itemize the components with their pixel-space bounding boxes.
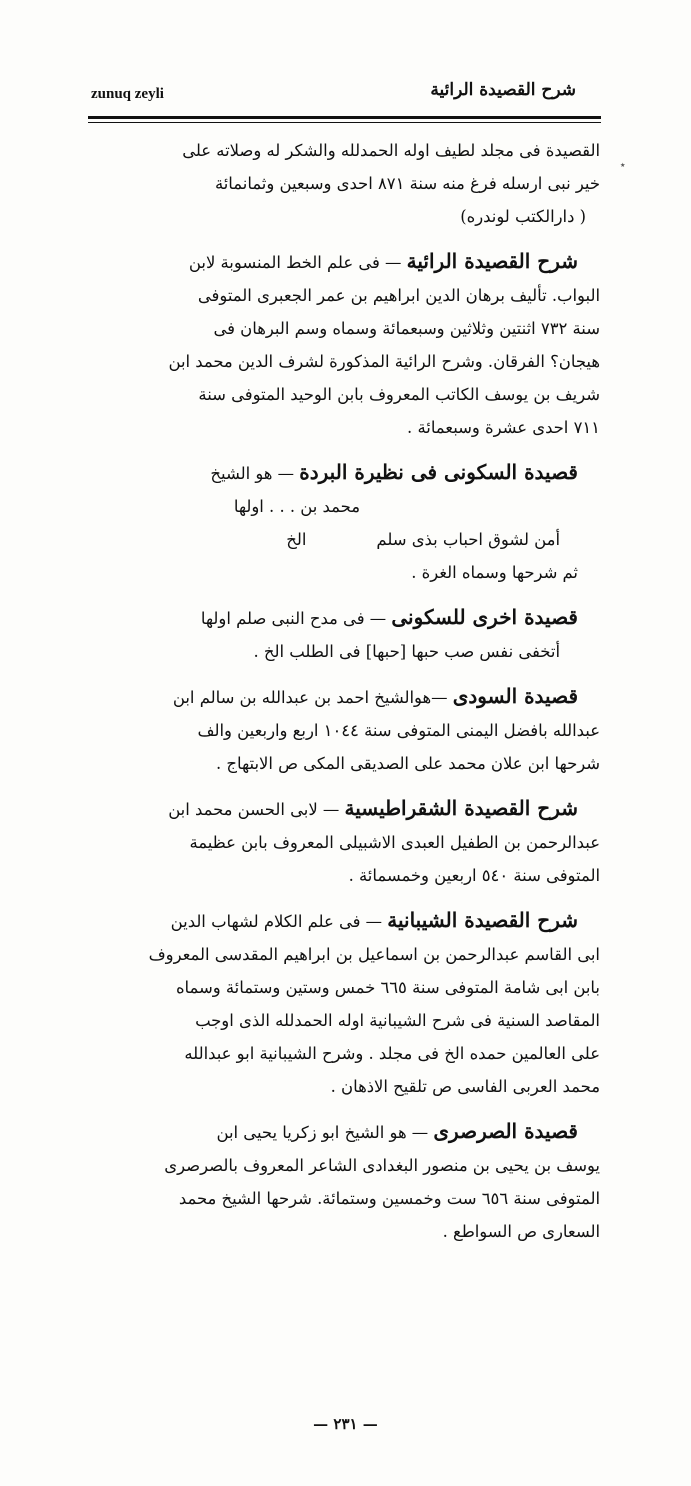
entry-heading-line [88, 680, 600, 714]
entry-heading-line [88, 1115, 600, 1149]
verse-etc: الخ [286, 530, 307, 549]
entry-line: شرحها ابن علان محمد على الصديقى المكى ص الابتهاج . [215, 754, 600, 773]
entry-shaybaniya [88, 904, 600, 1103]
entry-title: شرح القصيدة الرائية [406, 249, 578, 273]
entry-line: المقاصد السنية فى شرح الشيبانية اوله الحمدلله الذى اوجب [195, 1011, 600, 1030]
entry-line: — فى علم الكلام لشهاب الدين [170, 912, 383, 931]
page-body [88, 134, 600, 1260]
entry-sudi [88, 680, 600, 780]
entry-line: عبدالرحمن بن الطفيل العبدى الاشبيلى المعروف بابن عظيمة [189, 833, 600, 852]
entry-heading-line [88, 601, 600, 635]
verse-text: أمن لشوق احباب بذى سلم [376, 530, 560, 549]
entry-line: محمد العربى الفاسى ص تلقيح الاذهان . [330, 1077, 600, 1096]
entry-line: المتوفى سنة ٥٤٠ اربعين وخمسمائة . [348, 866, 600, 885]
entry-heading-line [88, 792, 600, 826]
entry-line: — فى مدح النبى صلم اولها [200, 609, 387, 628]
entry-title: قصيدة السودى [452, 684, 578, 708]
entry-line: على العالمين حمده الخ فى مجلد . وشرح الشيبانية ابو عبدالله [184, 1044, 600, 1063]
page-number: — ٢٣١ — [313, 1415, 378, 1433]
entry-line: القصيدة فى مجلد لطيف اوله الحمدلله والشكر له وصلاته على [182, 141, 600, 160]
entry-line: — هو الشيخ [210, 464, 295, 483]
entry-sarsari [88, 1115, 600, 1248]
entry-sakuni-other [88, 601, 600, 668]
entry-line: بابن ابى شامة المتوفى سنة ٦٦٥ خمس وستين وستمائة وسماه [175, 978, 600, 997]
entry-line: ثم شرحها وسماه الغرة . [411, 563, 578, 582]
entry-line: — هو الشيخ ابو زكريا يحيى ابن [216, 1123, 429, 1142]
entry-line: — فى علم الخط المنسوبة لابن [188, 253, 402, 272]
entry-title: شرح القصيدة الشيبانية [387, 908, 578, 932]
verse-line [88, 523, 600, 556]
entry-line: يوسف بن يحيى بن منصور البغدادى الشاعر المعروف بالصرصرى [164, 1156, 600, 1175]
entry-title: قصيدة اخرى للسكونى [391, 605, 578, 629]
entry-line: السعارى ص السواطع . [442, 1222, 600, 1241]
entry-sharh-raiya [88, 245, 600, 444]
entry-line: خير نبى ارسله فرغ منه سنة ٨٧١ احدى وسبعين وثمانمائة [214, 174, 600, 193]
entry-line: البواب. تأليف برهان الدين ابراهيم بن عمر الجعبرى المتوفى [197, 286, 600, 305]
entry-sakuni-burda [88, 456, 600, 589]
entry-heading-line [88, 456, 600, 490]
margin-mark: ٭ [620, 160, 626, 171]
entry-continuation [88, 134, 600, 233]
entry-line: ابى القاسم عبدالرحمن بن اسماعيل بن ابراهيم المقدسى المعروف [148, 945, 600, 964]
entry-line: — لابى الحسن محمد ابن [168, 800, 340, 819]
entry-title: شرح القصيدة الشقراطيسية [344, 796, 578, 820]
entry-title: قصيدة السكونى فى نظيرة البردة [299, 460, 578, 484]
entry-shaqratisiya [88, 792, 600, 892]
header-rule-thick [88, 116, 601, 119]
entry-line: سنة ٧٣٢ اثنتين وثلاثين وسبعمائة وسماه وسم البرهان فى [213, 319, 600, 338]
running-header-title: شرح القصيدة الرائية [430, 80, 576, 100]
entry-heading-line [88, 904, 600, 938]
running-header-left: zunuq zeyli [91, 86, 164, 102]
entry-line: ٧١١ احدى عشرة وسبعمائة . [407, 418, 600, 437]
entry-line: محمد بن . . . اولها [233, 497, 360, 516]
entry-line: المتوفى سنة ٦٥٦ ست وخمسين وستمائة. شرحها الشيخ محمد [178, 1189, 600, 1208]
entry-line: شريف بن يوسف الكاتب المعروف بابن الوحيد المتوفى سنة [198, 385, 600, 404]
entry-heading-line [88, 245, 600, 279]
entry-line: هيجان؟ الفرقان. وشرح الرائية المذكورة لشرف الدين محمد ابن [168, 352, 600, 371]
entry-title: قصيدة الصرصرى [433, 1119, 578, 1143]
entry-line: —هوالشيخ احمد بن عبدالله بن سالم ابن [172, 688, 448, 707]
entry-line: عبدالله بافضل اليمنى المتوفى سنة ١٠٤٤ اربع واربعين والف [197, 721, 600, 740]
header-rule-thin [88, 122, 601, 123]
entry-line: أتخفى نفس صب حبها [حبها] فى الطلب الخ . [253, 642, 560, 661]
entry-line: ( دارالكتب لوندره) [460, 207, 586, 226]
